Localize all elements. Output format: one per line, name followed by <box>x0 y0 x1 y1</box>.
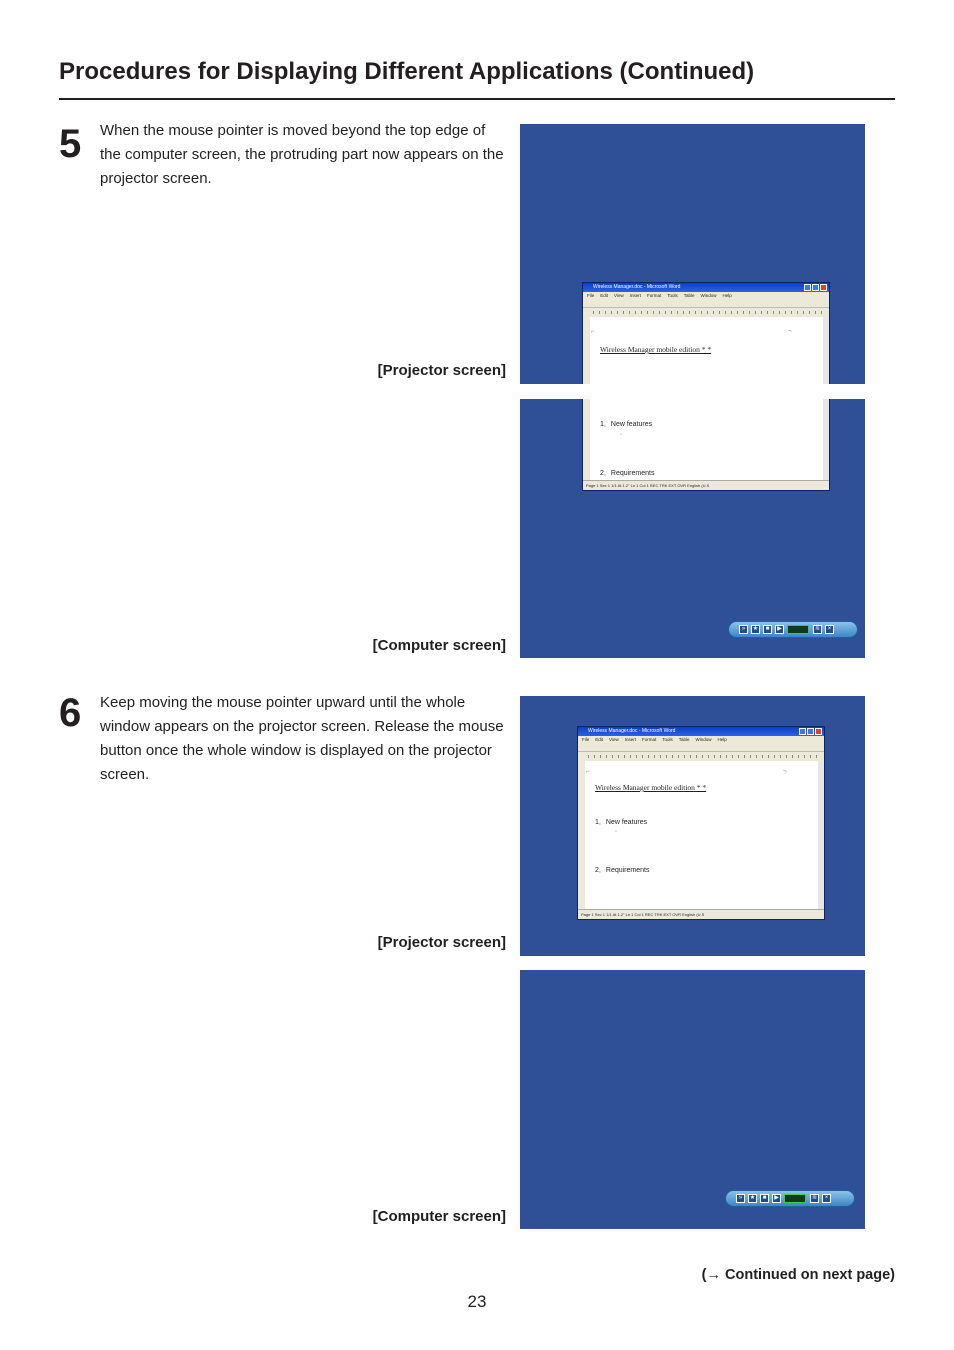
menu-insert: Insert <box>629 293 641 298</box>
close-icon: × <box>822 1194 831 1203</box>
signal-icon <box>784 1194 806 1203</box>
stop-icon: ■ <box>760 1194 769 1203</box>
corner-mark-left: ⌐ <box>586 769 590 775</box>
corner-mark-right: ¬ <box>783 769 787 775</box>
menu-icon: » <box>739 625 748 634</box>
word-window-title: Wireless Manager.doc - Microsoft Word <box>588 728 676 734</box>
word-window-title: Wireless Manager.doc - Microsoft Word <box>593 284 681 290</box>
step-5-computer-screen <box>520 399 865 658</box>
step-6-text: Keep moving the mouse pointer upward until the whole window appears on the projector screen. Release the mouse button once the whole window is displayed on the projector screen. <box>100 694 504 783</box>
word-window <box>582 282 830 384</box>
doc-item-1: 1．New features <box>600 421 653 428</box>
corner-mark-right: ¬ <box>788 329 792 335</box>
menu-view: View <box>614 293 624 298</box>
step-6-computer-screen <box>520 970 865 1229</box>
menu-view: View <box>609 737 619 742</box>
close-icon <box>820 284 827 291</box>
maximize-icon <box>812 284 819 291</box>
close-icon <box>815 728 822 735</box>
connect-icon: ≋ <box>811 1195 818 1201</box>
doc-item-2: 2．Requirements <box>595 867 650 874</box>
signal-icon <box>787 625 809 634</box>
step-6-projector-screen <box>520 696 865 956</box>
page-title: Procedures for Displaying Different Applications (Continued) <box>59 58 755 85</box>
word-document-lower <box>583 399 823 480</box>
menu-edit: Edit <box>595 737 604 742</box>
continued-note: (→ Continued on next page) <box>701 1267 895 1283</box>
word-statusbar: Page 1 Sec 1 1/1 At 1.2" Ln 1 Col 1 REC TRK EXT OVR English (U.S <box>578 909 824 919</box>
menu-tools: Tools <box>667 293 678 298</box>
play-icon: ▶ <box>772 1194 781 1203</box>
word-window-lower <box>582 399 830 491</box>
maximize-icon <box>807 728 814 735</box>
stop-icon: ■ <box>763 625 772 634</box>
menu-tools: Tools <box>662 737 673 742</box>
vertical-scrollbar <box>818 761 824 909</box>
menu-format: Format <box>641 737 657 742</box>
menu-edit: Edit <box>600 293 609 298</box>
menu-table: Table <box>683 293 695 298</box>
word-menubar <box>583 292 829 299</box>
step-5-computer-caption: [Computer screen] <box>372 637 506 654</box>
menu-icon: » <box>736 1194 745 1203</box>
word-toolbar <box>583 299 829 308</box>
page-number: 23 <box>467 1292 487 1311</box>
play-icon: ▶ <box>775 625 784 634</box>
word-window <box>577 726 825 920</box>
menu-help: Help <box>717 737 727 742</box>
connect-icon: ≋ <box>814 626 821 632</box>
step-5-projector-caption: [Projector screen] <box>377 362 506 379</box>
star-icon: ★ <box>752 626 759 632</box>
wireless-manager-widget <box>728 621 858 638</box>
close-icon: × <box>825 625 834 634</box>
word-statusbar: Page 1 Sec 1 1/1 At 1.2" Ln 1 Col 1 REC TRK EXT OVR English (U.S <box>583 480 829 490</box>
minimize-icon <box>799 728 806 735</box>
menu-format: Format <box>646 293 662 298</box>
menu-window: Window <box>695 737 712 742</box>
menu-window: Window <box>700 293 717 298</box>
doc-item-2: 2．Requirements <box>600 470 655 477</box>
star-icon: ★ <box>749 1195 756 1201</box>
step-5-text: When the mouse pointer is moved beyond the top edge of the computer screen, the protruding part now appears on the projector screen. <box>100 122 504 187</box>
step-5-number: 5 <box>59 122 82 166</box>
step-6-number: 6 <box>59 691 82 735</box>
menu-table: Table <box>678 737 690 742</box>
paragraph-mark: ◦ <box>615 829 618 835</box>
menu-help: Help <box>722 293 732 298</box>
vertical-scrollbar <box>823 317 829 384</box>
menu-insert: Insert <box>624 737 636 742</box>
doc-item-1: 1．New features <box>595 819 648 826</box>
wireless-manager-widget <box>725 1190 855 1207</box>
vertical-scrollbar <box>823 399 829 480</box>
menu-file: File <box>582 737 590 742</box>
menu-file: File <box>587 293 595 298</box>
title-rule <box>59 98 895 100</box>
word-titlebar <box>583 283 829 292</box>
word-menubar <box>578 736 824 743</box>
doc-heading: Wireless Manager mobile edition * * <box>600 345 712 354</box>
corner-mark-left: ⌐ <box>591 329 595 335</box>
step-6-projector-caption: [Projector screen] <box>377 934 506 951</box>
word-titlebar <box>578 727 824 736</box>
word-toolbar <box>578 743 824 752</box>
doc-heading: Wireless Manager mobile edition * * <box>595 783 707 792</box>
minimize-icon <box>804 284 811 291</box>
step-6-computer-caption: [Computer screen] <box>372 1208 506 1225</box>
step-5-projector-screen <box>520 124 865 384</box>
paragraph-mark: ◦ <box>620 432 623 438</box>
word-document <box>578 761 818 909</box>
word-document <box>583 317 823 384</box>
